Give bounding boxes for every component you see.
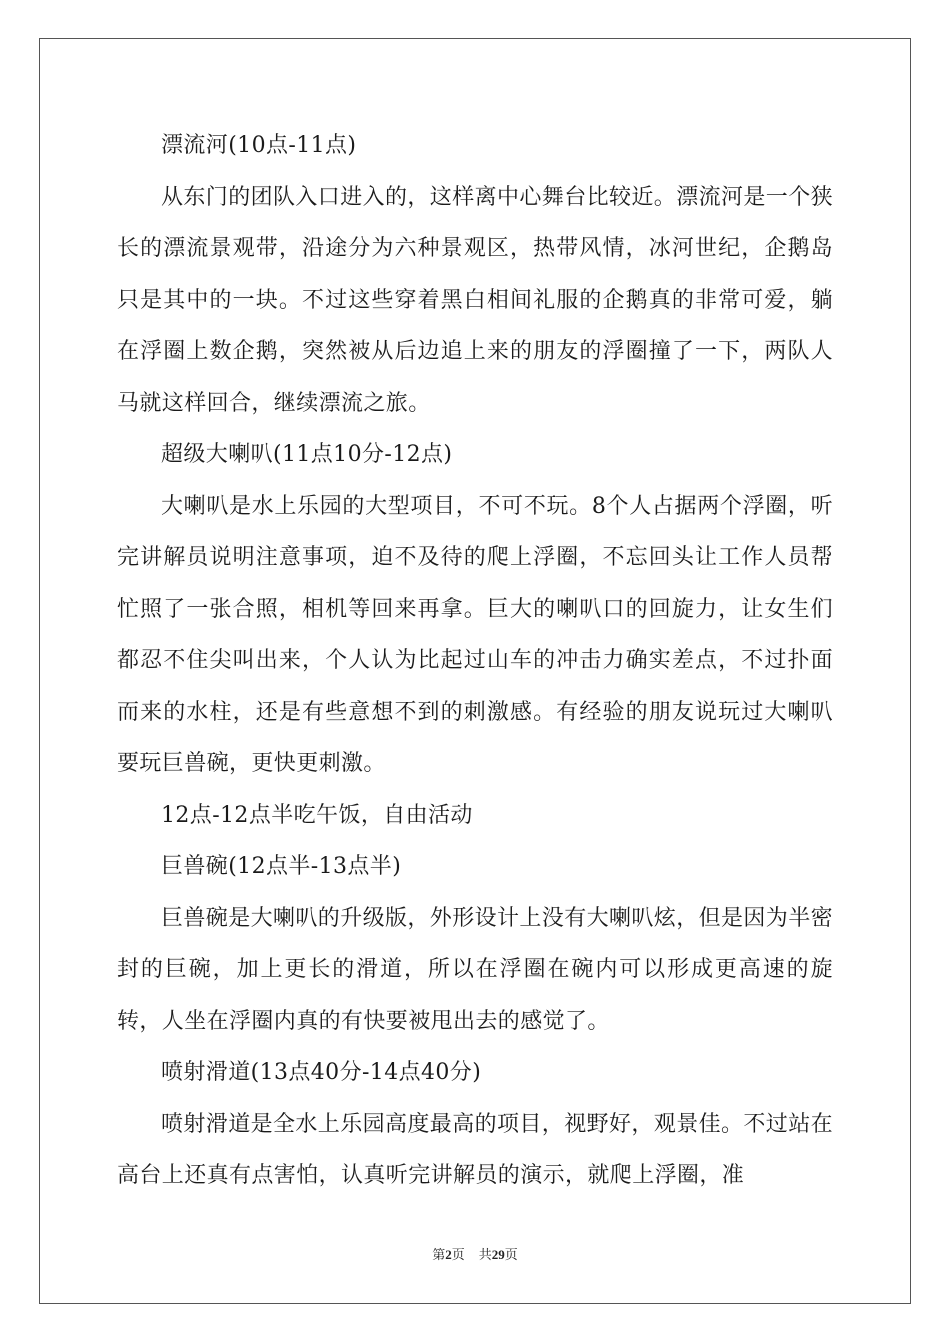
footer-page-suffix: 页	[451, 1248, 465, 1263]
paragraph-super-horn: 大喇叭是水上乐园的大型项目，不可不玩。8个人占据两个浮圈，听完讲解员说明注意事项，迫不及待的爬上浮圈，不忘回头让工作人员帮忙照了一张合照，相机等回来再拿。巨大的喇叭口的回旋力，让女生们都忍不住尖叫出来，个人认为比起过山车的冲击力确实差点，不过扑面而来的水柱，还是有些意想不到的刺激感。有经验的朋友说玩过大喇叭要玩巨兽碗，更快更刺激。	[117, 493, 833, 776]
document-body	[117, 120, 833, 1202]
page-footer	[0, 1244, 950, 1263]
footer-page-prefix: 第	[432, 1248, 446, 1263]
section-heading-giant-bowl: 巨兽碗(12点半-13点半)	[161, 854, 402, 879]
paragraph-rafting-river: 从东门的团队入口进入的，这样离中心舞台比较近。漂流河是一个狭长的漂流景观带，沿途分为六种景观区，热带风情，冰河世纪，企鹅岛只是其中的一块。不过这些穿着黑白相间礼服的企鹅真的非常可爱，躺在浮圈上数企鹅，突然被从后边追上来的朋友的浮圈撞了一下，两队人马就这样回合，继续漂流之旅。	[117, 184, 834, 416]
section-heading-jet-slide: 喷射滑道(13点40分-14点40分)	[161, 1060, 482, 1085]
section-heading-rafting-river: 漂流河(10点-11点)	[161, 133, 357, 158]
footer-page-number: 2	[445, 1247, 452, 1262]
footer-total-pages: 29	[491, 1247, 505, 1262]
paragraph-giant-bowl: 巨兽碗是大喇叭的升级版，外形设计上没有大喇叭炫，但是因为半密封的巨碗，加上更长的滑道，所以在浮圈在碗内可以形成更高速的旋转，人坐在浮圈内真的有快要被甩出去的感觉了。	[117, 905, 834, 1034]
section-heading-lunch: 12点-12点半吃午饭，自由活动	[161, 802, 473, 828]
section-heading-super-horn: 超级大喇叭(11点10分-12点)	[161, 442, 453, 467]
footer-total-prefix: 共	[478, 1248, 492, 1263]
footer-total-suffix: 页	[504, 1248, 518, 1263]
paragraph-jet-slide: 喷射滑道是全水上乐园高度最高的项目，视野好，观景佳。不过站在高台上还真有点害怕，认真听完讲解员的演示，就爬上浮圈，准	[117, 1111, 834, 1188]
